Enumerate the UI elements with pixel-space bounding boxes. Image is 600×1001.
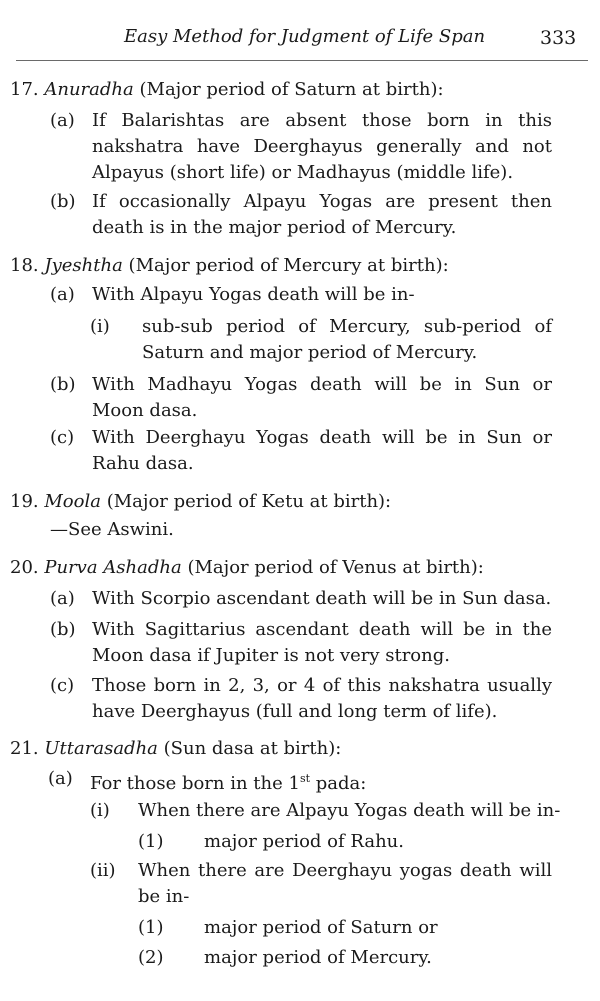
entry-heading-21: 21. Uttarasadha (Sun dasa at birth):: [10, 738, 342, 759]
item-marker: (a): [50, 284, 75, 305]
point-text: major period of Saturn or: [204, 917, 438, 938]
list-item: [50, 425, 576, 477]
item-text: For those born in the 1st pada:: [90, 772, 367, 794]
list-item: [50, 108, 576, 186]
sub-item-text: When there are Deerghayu yogas death will be in-: [138, 860, 552, 907]
item-text: With Sagittarius ascendant death will be in the Moon dasa if Jupiter is not very strong.: [92, 619, 552, 666]
sub-item-marker: (ii): [90, 860, 116, 881]
entry-label: (Major period of Saturn at birth):: [139, 79, 444, 100]
item-marker: (c): [50, 427, 75, 448]
entry-label: (Major period of Venus at birth):: [187, 557, 484, 578]
item-text: With Alpayu Yogas death will be in-: [92, 284, 415, 305]
item-marker: (b): [50, 619, 76, 640]
page-header: [0, 26, 600, 52]
header-rule: [16, 60, 588, 61]
nakshatra-name: Moola: [44, 491, 101, 512]
list-item: [50, 189, 576, 241]
item-text: Those born in 2, 3, or 4 of this nakshatra usually have Deerghayus (full and long term of life).: [92, 675, 552, 722]
sub-item: [90, 314, 576, 366]
nakshatra-name: Anuradha: [44, 79, 134, 100]
item-text: If occasionally Alpayu Yogas are present then death is in the major period of Mercury.: [92, 191, 552, 238]
point-marker: (2): [138, 947, 164, 968]
nakshatra-name: Uttarasadha: [44, 738, 158, 759]
entry-heading-20: 20. Purva Ashadha (Major period of Venus at birth):: [10, 557, 484, 578]
item-marker: (a): [50, 588, 75, 609]
cross-reference: —See Aswini.: [50, 519, 174, 540]
entry-heading-17: 17. Anuradha (Major period of Saturn at birth):: [10, 79, 444, 100]
entry-heading-19: 19. Moola (Major period of Ketu at birth):: [10, 491, 392, 512]
item-marker: (a): [48, 768, 73, 789]
entry-label: (Major period of Ketu at birth):: [106, 491, 392, 512]
nakshatra-name: Jyeshtha: [44, 255, 123, 276]
sub-item-text: sub-sub period of Mercury, sub-period of Saturn and major period of Mercury.: [142, 316, 552, 363]
item-text: With Deerghayu Yogas death will be in Sun or Rahu dasa.: [92, 427, 552, 474]
item-marker: (b): [50, 374, 76, 395]
list-item: [50, 372, 576, 424]
item-marker: (a): [50, 110, 75, 131]
sub-item-marker: (i): [90, 800, 110, 821]
nakshatra-name: Purva Ashadha: [44, 557, 182, 578]
running-title: Easy Method for Judgment of Life Span: [124, 26, 486, 47]
page-number: 333: [540, 27, 577, 49]
sub-item-marker: (i): [90, 316, 110, 337]
entry-heading-18: 18. Jyeshtha (Major period of Mercury at birth):: [10, 255, 449, 276]
entry-label: (Major period of Mercury at birth):: [128, 255, 449, 276]
entry-label: (Sun dasa at birth):: [163, 738, 342, 759]
point-text: major period of Rahu.: [204, 831, 404, 852]
point-marker: (1): [138, 917, 164, 938]
item-text: If Balarishtas are absent those born in this nakshatra have Deerghayus generally and not Alpayus (short life) or Madhayus (middle life).: [92, 110, 552, 183]
item-marker: (b): [50, 191, 76, 212]
sub-item-text: When there are Alpayu Yogas death will be in-: [138, 800, 561, 821]
list-item: [50, 617, 576, 669]
point-marker: (1): [138, 831, 164, 852]
item-text: With Madhayu Yogas death will be in Sun or Moon dasa.: [92, 374, 552, 421]
item-text: With Scorpio ascendant death will be in Sun dasa.: [92, 588, 552, 609]
item-marker: (c): [50, 675, 75, 696]
list-item: [50, 673, 576, 725]
point-text: major period of Mercury.: [204, 947, 432, 968]
sub-item: [90, 858, 576, 910]
